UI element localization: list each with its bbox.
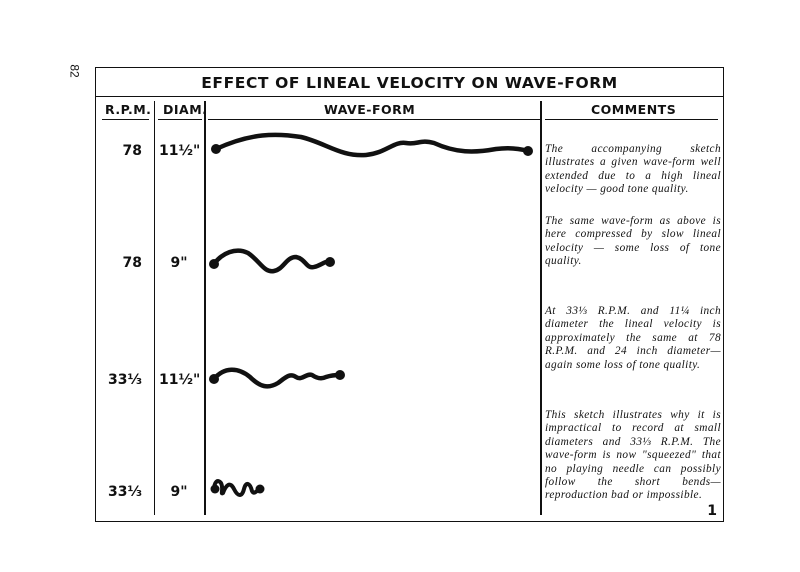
extended-wave-icon — [211, 135, 533, 156]
header-comments: COMMENTS — [591, 102, 677, 117]
header-underline — [545, 119, 718, 120]
table-title: EFFECT OF LINEAL VELOCITY ON WAVE-FORM — [201, 74, 618, 92]
row-comment: The accompanying sketch illustrates a given wave-form well extended due to a high lineal velocity — good tone quality. — [545, 143, 721, 196]
corner-mark: 1 — [707, 503, 717, 519]
header-waveform: WAVE-FORM — [324, 102, 416, 117]
compressed-wave-icon — [209, 370, 345, 387]
row-diam: 11½" — [159, 143, 201, 159]
row-diam: 9" — [170, 484, 188, 500]
column-divider — [154, 101, 155, 515]
squeezed-wave-icon — [211, 481, 265, 495]
header-rpm: R.P.M. — [105, 102, 152, 117]
row-rpm: 33⅓ — [108, 372, 142, 388]
row-rpm: 33⅓ — [108, 484, 142, 500]
row-diam: 9" — [170, 255, 188, 271]
row-comment: At 33⅓ R.P.M. and 11¼ inch diameter the lineal velocity is approximately the same at 78 R.P.M. and 24 inch diameter—again some loss of tone quality. — [545, 305, 721, 371]
header-diam: DIAM. — [163, 102, 208, 117]
row-comment: This sketch illustrates why it is impractical to record at small diameters and 33⅓ R.P.M. The wave-form is now "squeezed" that no playing needle can possibly follow the short bends—reproduction bad or impossible. — [545, 409, 721, 502]
header-underline — [208, 119, 540, 120]
compressed-wave-icon — [209, 251, 335, 272]
figure-table — [95, 67, 724, 522]
row-rpm: 78 — [122, 143, 142, 159]
row-diam: 11½" — [159, 372, 201, 388]
row-rpm: 78 — [122, 255, 142, 271]
title-divider — [96, 96, 723, 97]
page-number: 82 — [67, 64, 82, 78]
row-comment: The same wave-form as above is here compressed by slow lineal velocity — some loss of tone quality. — [545, 215, 721, 268]
waveform-drawings — [206, 123, 542, 518]
header-underline — [102, 119, 149, 120]
header-underline — [158, 119, 202, 120]
